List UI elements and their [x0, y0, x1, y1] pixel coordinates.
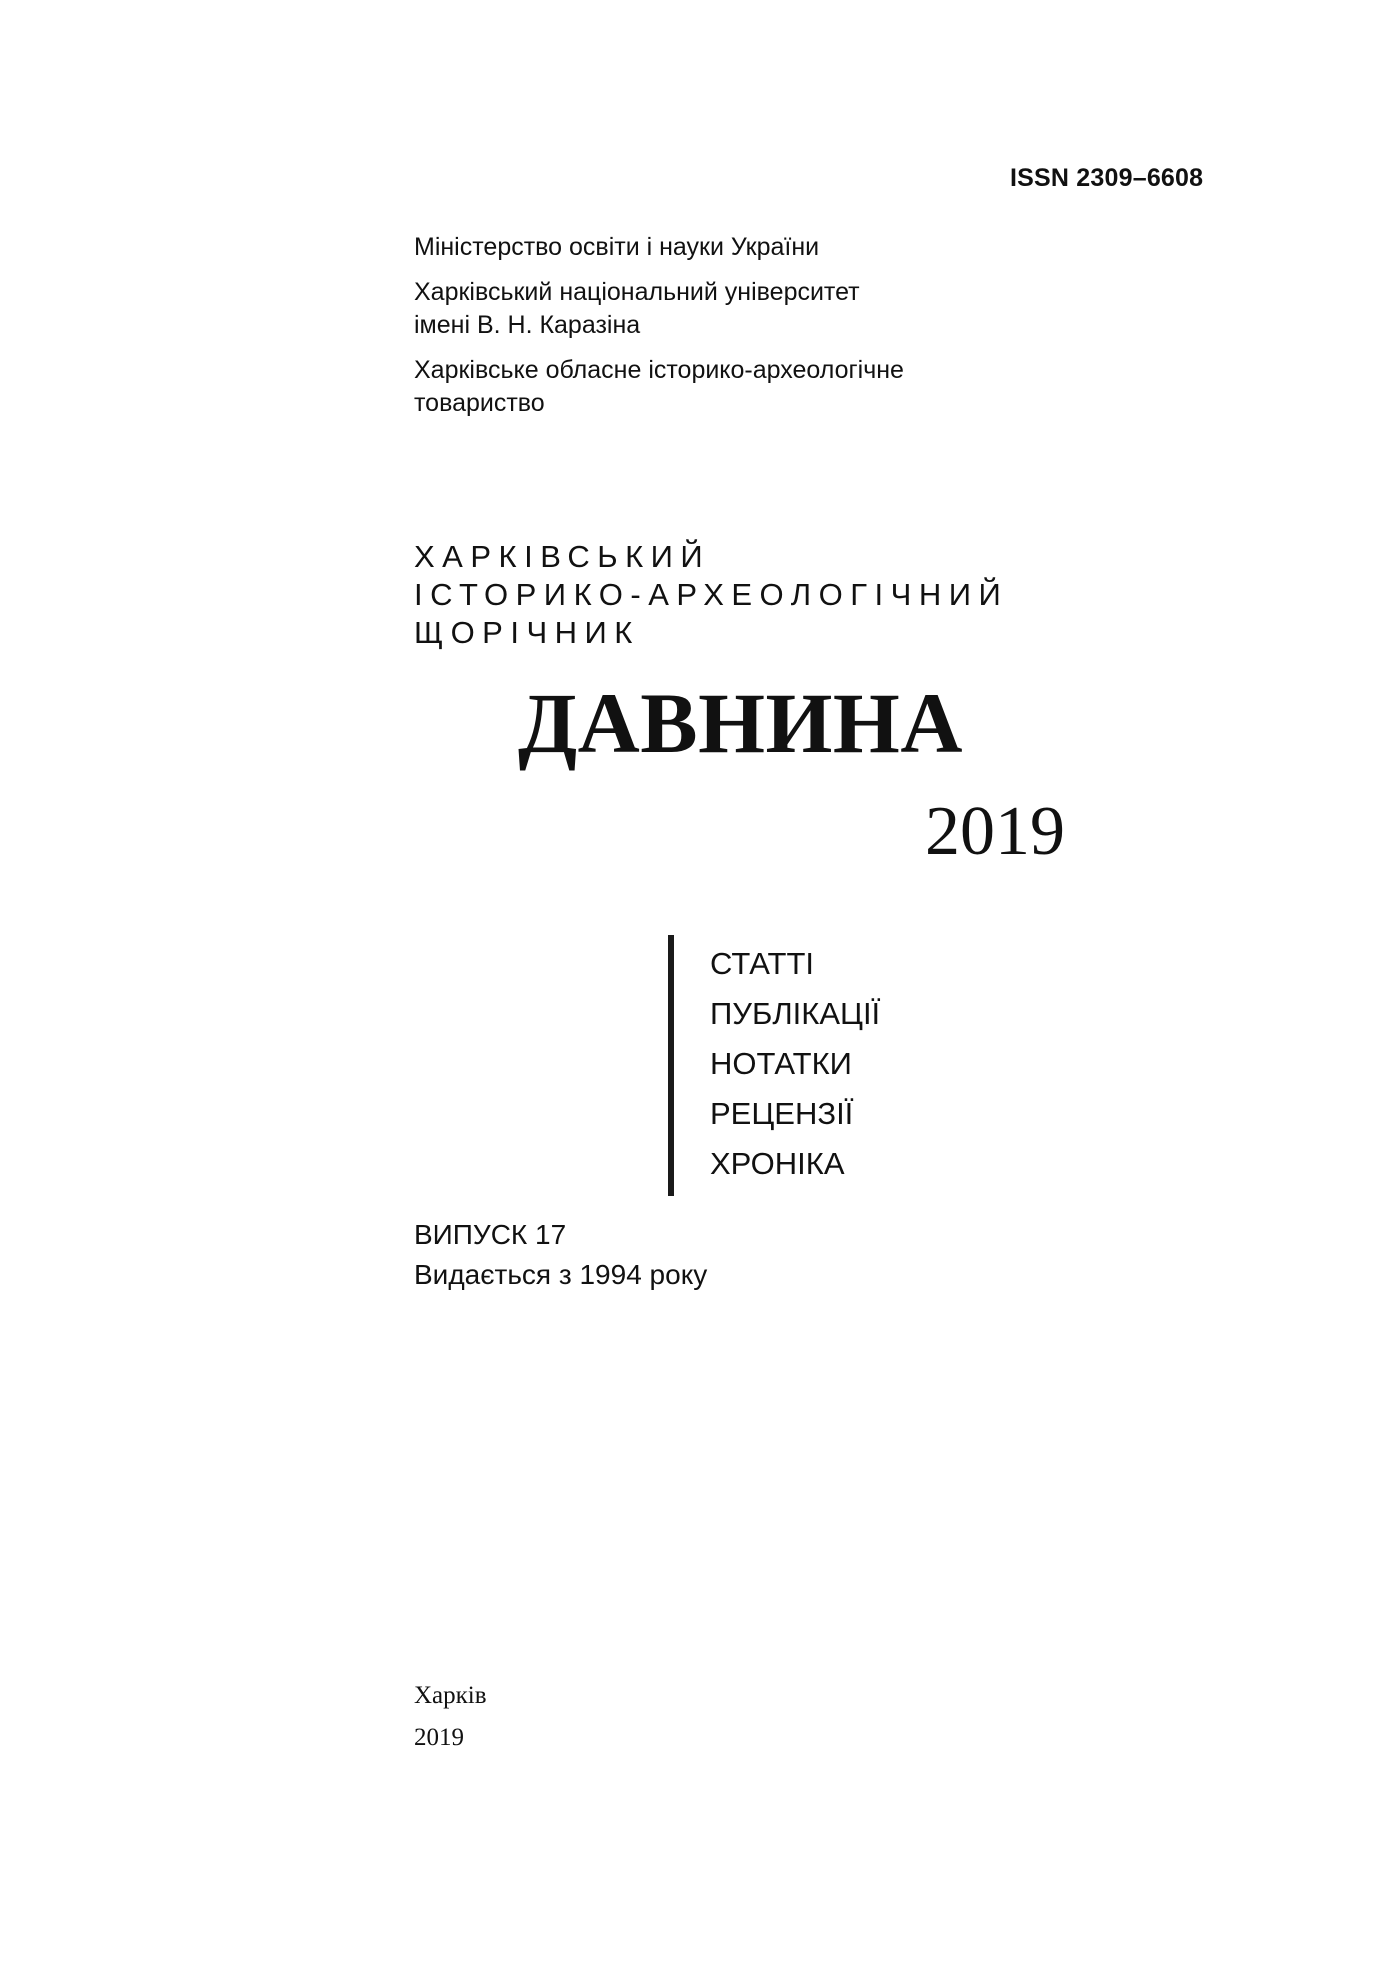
section-item: РЕЦЕНЗІЇ: [710, 1096, 854, 1131]
vertical-divider: [668, 935, 674, 1196]
issue-number: ВИПУСК 17: [414, 1219, 567, 1250]
issn-number: ISSN 2309–6608: [1010, 164, 1204, 192]
section-item: ХРОНІКА: [710, 1146, 845, 1181]
ministry-name: [414, 231, 904, 264]
imprint-city: Харків: [414, 1682, 487, 1709]
imprint: [414, 1675, 487, 1759]
series-line-2: ІСТОРИКО-АРХЕОЛОГІЧНИЙ: [414, 577, 1009, 612]
ministry-line: Міністерство освіти і науки України: [414, 233, 820, 261]
university-line-2: імені В. Н. Каразіна: [414, 311, 641, 339]
imprint-year: 2019: [414, 1724, 464, 1751]
society-line-1: Харківське обласне історико-археологічне: [414, 356, 904, 384]
section-list: [710, 939, 880, 1189]
issue-since: Видається з 1994 року: [414, 1259, 708, 1290]
section-item: СТАТТІ: [710, 946, 815, 981]
journal-title: ДАВНИНА: [518, 675, 963, 771]
series-line-3: ЩОРІЧНИК: [414, 615, 640, 650]
section-item: НОТАТКИ: [710, 1046, 852, 1081]
university-line-1: Харківський національний університет: [414, 278, 860, 306]
society-line-2: товариство: [414, 389, 545, 417]
series-title: [414, 538, 1008, 652]
section-item: ПУБЛІКАЦІЇ: [710, 996, 881, 1031]
series-line-1: ХАРКІВСЬКИЙ: [414, 539, 711, 574]
university-name: [414, 276, 904, 342]
society-name: [414, 354, 904, 420]
issue-info: [414, 1215, 707, 1295]
journal-year: 2019: [925, 793, 1065, 870]
publisher-institutions: [414, 231, 904, 432]
